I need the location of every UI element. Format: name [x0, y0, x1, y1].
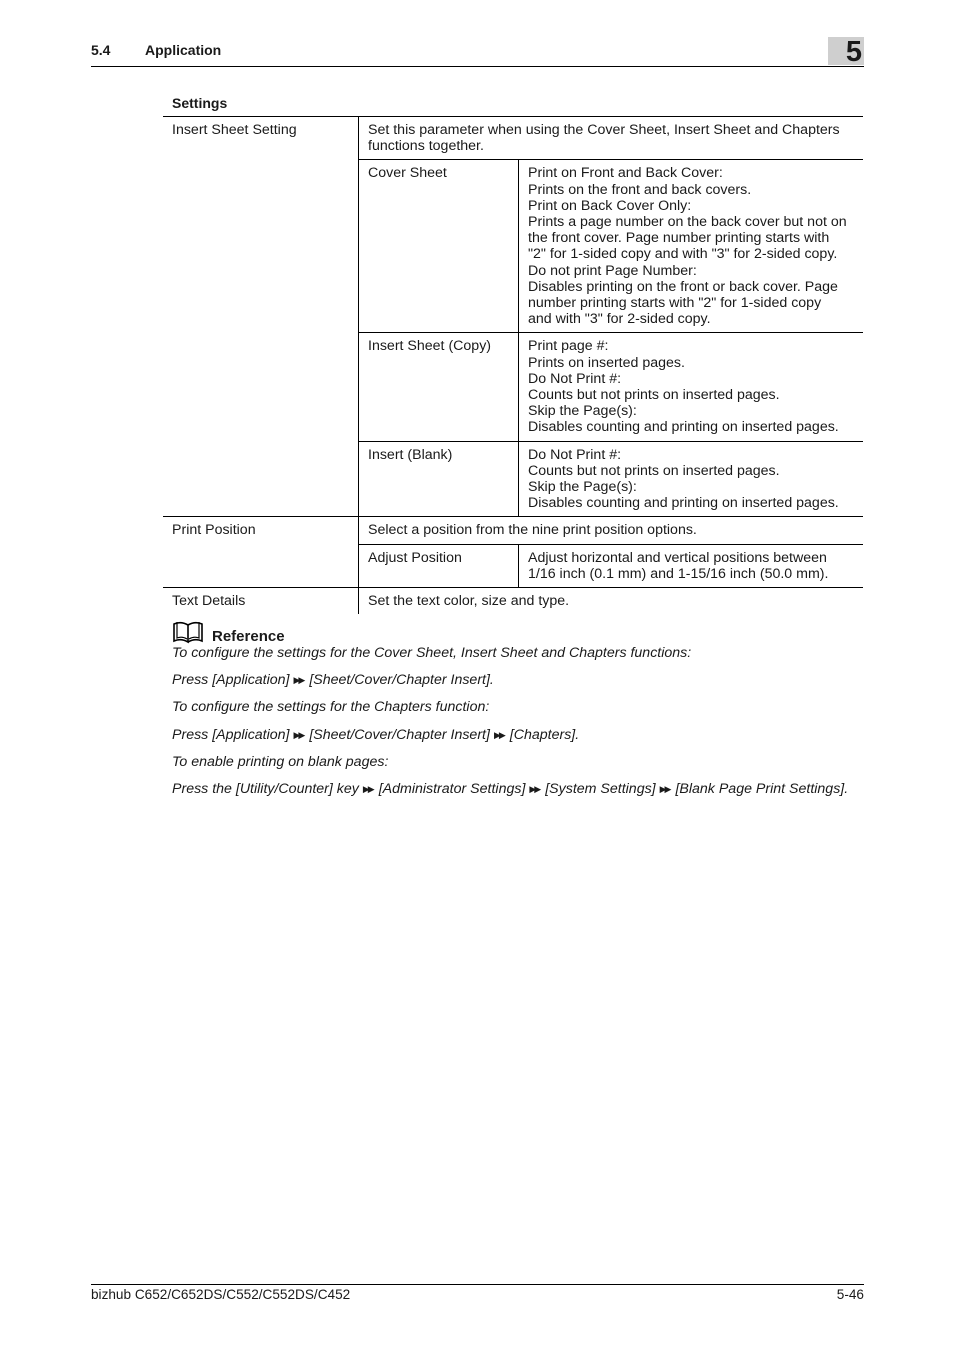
- text-line: Prints a page number on the back cover but not on: [528, 214, 847, 231]
- text-line: Skip the Page(s):: [528, 403, 637, 420]
- product-model: bizhub C652/C652DS/C552/C552DS/C452: [91, 1287, 351, 1302]
- text-line: 1/16 inch (0.1 mm) and 1-15/16 inch (50.0 mm).: [528, 565, 829, 582]
- reference-line: [172, 754, 388, 770]
- sub-label-insert-blank: Insert (Blank): [359, 441, 519, 517]
- reference-line: [172, 645, 691, 661]
- text-line: Disables counting and printing on inserted pages.: [528, 495, 839, 512]
- reference-title: Reference: [212, 628, 285, 645]
- reference-text: [System Settings]: [545, 781, 656, 797]
- text-line: Prints on inserted pages.: [528, 354, 685, 371]
- reference-line: [172, 781, 848, 797]
- reference-text: Press [Application]: [172, 672, 290, 688]
- settings-table: [163, 116, 863, 614]
- text-line: Do Not Print #:: [528, 446, 622, 463]
- text-line: number printing starts with "2" for 1-sided copy: [528, 295, 822, 312]
- text-line: functions together.: [368, 138, 484, 155]
- double-arrow-icon: ▶▶: [293, 730, 304, 740]
- double-arrow-icon: ▶▶: [362, 784, 373, 794]
- text-line: the front cover. Page number printing starts with: [528, 230, 830, 247]
- double-arrow-icon: ▶▶: [529, 784, 540, 794]
- page-footer: [91, 1284, 864, 1302]
- reference-text: [Sheet/Cover/Chapter Insert].: [309, 672, 494, 688]
- text-line: Print page #:: [528, 338, 609, 355]
- sub-label-insert-sheet-copy: Insert Sheet (Copy): [359, 333, 519, 441]
- double-arrow-icon: ▶▶: [293, 675, 304, 685]
- reference-line: [172, 699, 489, 715]
- text-line: Counts but not prints on inserted pages.: [528, 462, 780, 479]
- text-details-description: Set the text color, size and type.: [359, 588, 864, 615]
- row-label-print-position: Print Position: [163, 517, 359, 588]
- reference-block: [172, 620, 872, 797]
- page-header: [91, 36, 864, 68]
- text-line: "2" for 1-sided copy and with "3" for 2-sided copy.: [528, 246, 838, 263]
- text-line: Set this parameter when using the Cover Sheet, Insert Sheet and Chapters: [368, 122, 840, 138]
- reference-text: To enable printing on blank pages:: [172, 754, 389, 770]
- text-line: Print on Front and Back Cover:: [528, 165, 723, 182]
- reference-text: [Chapters].: [509, 727, 580, 743]
- table-row: [163, 117, 863, 160]
- double-arrow-icon: ▶▶: [659, 784, 670, 794]
- text-line: Print on Back Cover Only:: [528, 197, 692, 214]
- row-label-insert-sheet-setting: Insert Sheet Setting: [163, 117, 359, 517]
- section-number: 5.4: [91, 42, 111, 58]
- chapter-tab: [828, 36, 864, 68]
- section-title: Application: [145, 42, 222, 58]
- text-line: and with "3" for 2-sided copy.: [528, 311, 711, 328]
- reference-text: [Sheet/Cover/Chapter Insert]: [309, 727, 490, 743]
- reference-text: Press [Application]: [172, 727, 290, 743]
- chapter-number: 5: [845, 36, 862, 68]
- book-icon: [172, 620, 206, 644]
- double-arrow-icon: ▶▶: [493, 730, 504, 740]
- text-line: Adjust horizontal and vertical positions between: [528, 549, 827, 566]
- reference-text: Press the [Utility/Counter] key: [172, 781, 359, 797]
- reference-text: To configure the settings for the Cover Sheet, Insert Sheet and Chapters functions:: [172, 645, 692, 661]
- page-number: 5-46: [836, 1287, 864, 1302]
- cover-sheet-description: [519, 160, 864, 333]
- insert-sheet-copy-description: [519, 333, 864, 441]
- sub-label-adjust-position: Adjust Position: [359, 544, 519, 587]
- text-line: Do Not Print #:: [528, 370, 622, 387]
- sub-label-cover-sheet: Cover Sheet: [359, 160, 519, 333]
- reference-text: [Blank Page Print Settings].: [675, 781, 849, 797]
- reference-header: [172, 620, 872, 644]
- adjust-position-description: [519, 544, 864, 587]
- row-label-text-details: Text Details: [163, 588, 359, 615]
- text-line: Prints on the front and back covers.: [528, 181, 752, 198]
- text-line: Disables printing on the front or back cover. Page: [528, 278, 838, 295]
- reference-line: [172, 727, 579, 743]
- text-line: Do not print Page Number:: [528, 262, 697, 279]
- settings-heading: Settings: [172, 95, 228, 111]
- text-line: Skip the Page(s):: [528, 479, 637, 496]
- insert-blank-description: [519, 441, 864, 517]
- print-position-description: Select a position from the nine print position options.: [359, 517, 864, 544]
- reference-text: [Administrator Settings]: [378, 781, 526, 797]
- table-row: [163, 517, 863, 544]
- insert-sheet-setting-description: [359, 117, 864, 160]
- table-row: [163, 588, 863, 615]
- reference-line: [172, 672, 494, 688]
- text-line: Disables counting and printing on inserted pages.: [528, 419, 839, 436]
- text-line: Counts but not prints on inserted pages.: [528, 387, 780, 404]
- reference-text: To configure the settings for the Chapters function:: [172, 699, 490, 715]
